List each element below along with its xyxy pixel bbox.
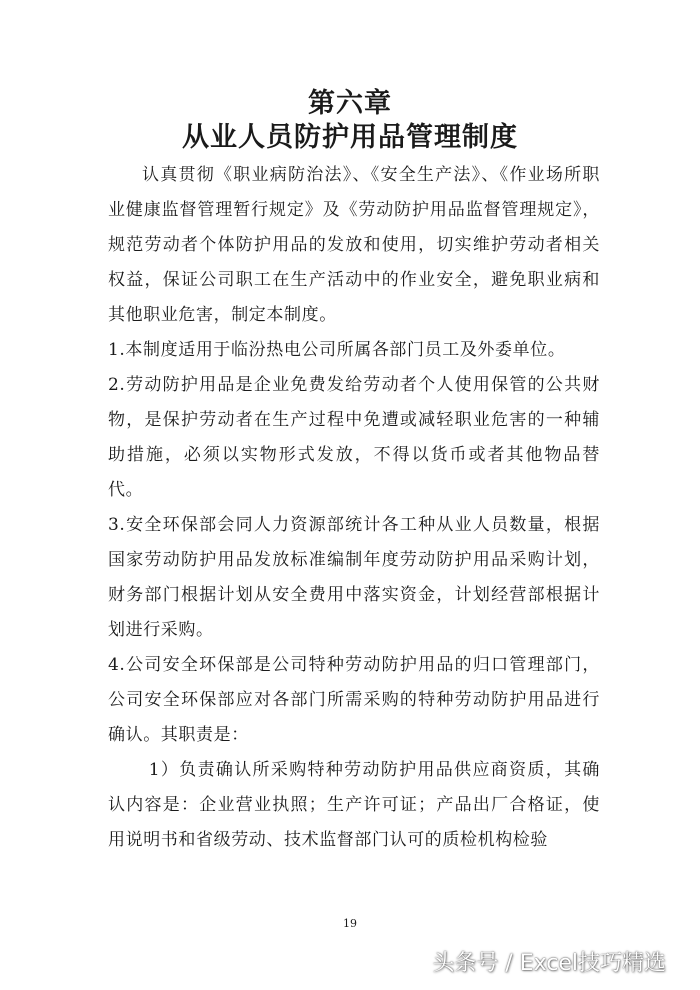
clause-1: 1.本制度适用于临汾热电公司所属各部门员工及外委单位。 (108, 340, 566, 360)
clause-2: 2.劳动防护用品是企业免费发给劳动者个人使用保管的公共财物，是保护劳动者在生产过程中免遭或减轻职业危害的一种辅助措施，必须以实物形式发放，不得以货币或者其他物品替代。 (108, 375, 600, 500)
clause-3: 3.安全环保部会同人力资源部统计各工种从业人员数量，根据国家劳动防护用品发放标准编制年度劳动防护用品采购计划，财务部门根据计划从安全费用中落实资金，计划经营部根据计划进行采购。 (108, 515, 600, 640)
clause-4: 4.公司安全环保部是公司特种劳动防护用品的归口管理部门，公司安全环保部应对各部门所需采购的特种劳动防护用品进行确认。其职责是： (108, 655, 600, 745)
sub-clause-1: 1）负责确认所采购特种劳动防护用品供应商资质，其确认内容是：企业营业执照；生产许可证；产品出厂合格证，使用说明书和省级劳动、技术监督部门认可的质检机构检验 (108, 760, 600, 850)
document-body (108, 158, 600, 858)
intro-paragraph: 认真贯彻《职业病防治法》、《安全生产法》、《作业场所职业健康监督管理暂行规定》及《劳动防护用品监督管理规定》，规范劳动者个体防护用品的发放和使用，切实维护劳动者相关权益，保证公司职工在生产活动中的作业安全，避免职业病和其他职业危害，制定本制度。 (108, 165, 600, 325)
page-number: 19 (343, 917, 357, 930)
document-title: 从业人员防护用品管理制度 (182, 122, 518, 153)
watermark-text: 头条号 / Excel技巧精选 (432, 951, 666, 976)
chapter-heading: 第六章 (308, 88, 392, 119)
